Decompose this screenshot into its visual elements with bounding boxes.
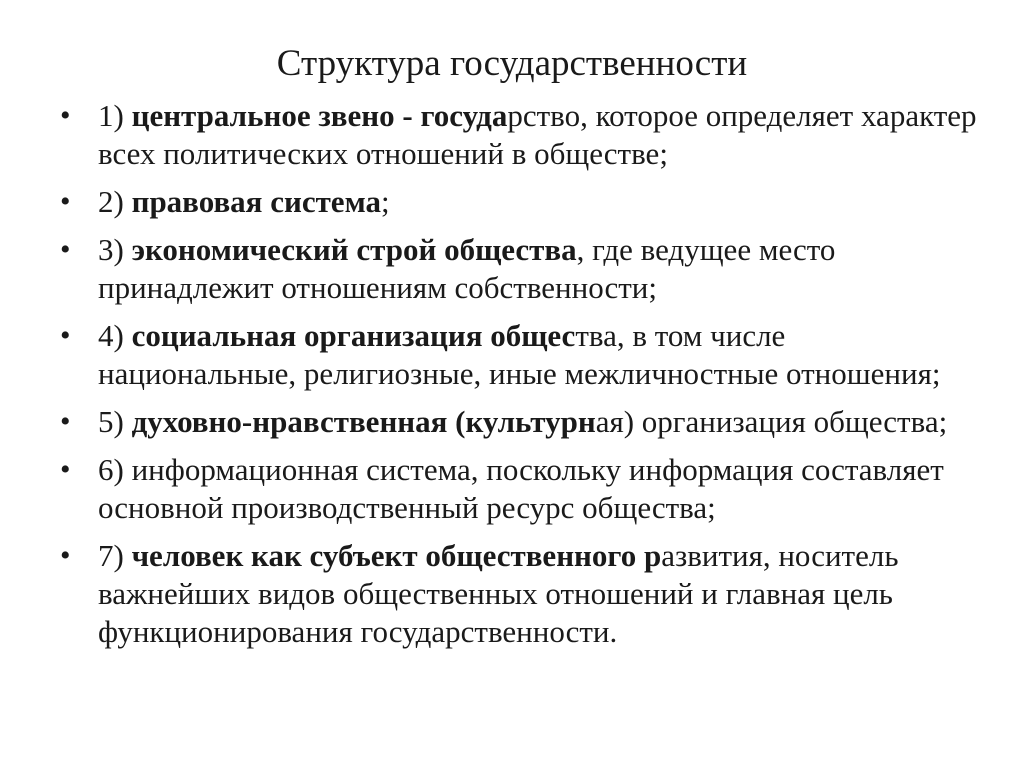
item-text: , где ведущее место принадлежит отношениям собственности; [98,232,836,305]
bullet-icon: • [60,539,71,572]
item-number: 3) [98,232,132,267]
bullet-icon: • [60,405,71,438]
item-bold-text: правовая система [131,184,381,219]
list-item [0,183,1024,221]
list-item [0,403,1024,441]
list-item [0,451,1024,527]
list-item [0,231,1024,307]
item-number: 4) [98,318,132,353]
item-number: 6) [98,452,132,487]
list-item [0,537,1024,651]
item-text: азвития, носитель важнейших видов общественных отношений и главная цель функционирования государственности. [98,538,899,649]
item-text: рство, которое определяет характер всех политических отношений в обществе; [98,98,977,171]
bullet-icon: • [60,185,71,218]
list-item [0,317,1024,393]
item-number: 7) [98,538,132,573]
slide-title: Структура государственности [276,43,748,84]
bullet-icon: • [60,319,71,352]
item-bold-text: социальная организация общес [131,318,576,353]
bullet-icon: • [60,233,71,266]
item-bold-text: центральное звено - госуда [131,98,508,133]
list-item [0,97,1024,173]
item-number: 5) [98,404,132,439]
bullet-list [0,97,1024,661]
bullet-icon: • [60,99,71,132]
item-text: информационная система, поскольку информация составляет основной производственный ресурс общества; [98,452,944,525]
bullet-icon: • [60,453,71,486]
item-bold-text: человек как субъект общественного р [131,538,662,573]
item-text: ая) организация общества; [595,404,948,439]
item-text: тва, в том числе национальные, религиозные, иные межличностные отношения; [98,318,941,391]
item-number: 1) [98,98,132,133]
item-number: 2) [98,184,132,219]
item-bold-text: духовно-нравственная (культурн [131,404,596,439]
item-text: ; [380,184,390,219]
item-bold-text: экономический строй общества [131,232,577,267]
